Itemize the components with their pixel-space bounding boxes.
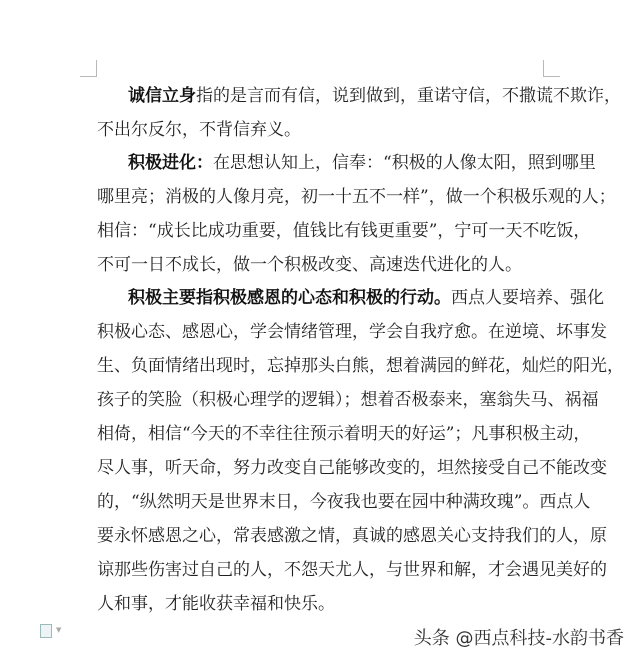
paragraph-evolution <box>97 146 616 282</box>
text-line <box>97 79 621 113</box>
text-line: 生、负面情绪出现时，忘掉那头白熊，想着满园的鲜花，灿烂的阳光， <box>97 356 624 376</box>
text-line: 相信：“成长比成功重要，值钱比有钱更重要”，宁可一天不吃饭， <box>97 221 591 241</box>
text-line <box>97 281 604 315</box>
text-line: 不可一日不成长，做一个积极改变、高速迭代进化的人。 <box>97 255 522 275</box>
text-line: 尽人事，听天命，努力改变自己能够改变的，坦然接受自己不能改变 <box>97 458 607 478</box>
text-line: 的，“纵然明天是世界末日，今夜我也要在园中种满玫瑰”。西点人 <box>97 492 591 512</box>
paragraph-honesty <box>97 79 621 147</box>
text-line: 哪里亮；消极的人像月亮，初一十五不一样”，做一个积极乐观的人； <box>97 187 616 207</box>
paragraph-positivity <box>97 281 624 621</box>
line-text: 在思想认知上，信奉：“积极的人像太阳，照到哪里 <box>213 153 596 173</box>
text-line: 不出尔反尔，不背信弃义。 <box>97 120 301 140</box>
line-text: 西点人要培养、强化 <box>451 288 604 308</box>
bold-heading: 积极主要指积极感恩的心态和积极的行动。 <box>128 288 451 308</box>
watermark: 头条 @西点科技-水韵书香 <box>413 628 624 649</box>
bold-heading: 诚信立身 <box>128 86 196 106</box>
margin-corner-top-right <box>543 60 560 77</box>
line-text: 指的是言而有信，说到做到，重诺守信，不撒谎不欺诈， <box>196 86 621 106</box>
text-line: 孩子的笑脸（积极心理学的逻辑）；想着否极泰来，塞翁失马、祸福 <box>97 390 599 410</box>
document-body <box>97 79 624 621</box>
page-icon[interactable] <box>40 624 52 638</box>
text-line: 要永怀感恩之心，常表感激之情，真诚的感恩关心支持我们的人，原 <box>97 526 607 546</box>
text-line: 相倚，相信“今天的不幸往往预示着明天的好运”；凡事积极主动， <box>97 424 591 444</box>
text-line: 人和事，才能收获幸福和快乐。 <box>97 594 335 614</box>
text-line: 谅那些伤害过自己的人，不怨天尤人，与世界和解，才会遇见美好的 <box>97 560 607 580</box>
text-line <box>97 146 596 180</box>
caret-down-icon[interactable]: ▼ <box>56 626 62 634</box>
bold-heading: 积极进化： <box>128 153 213 173</box>
text-line: 积极心态、感恩心，学会情绪管理，学会自我疗愈。在逆境、坏事发 <box>97 322 607 342</box>
margin-corner-top-left <box>80 60 97 77</box>
